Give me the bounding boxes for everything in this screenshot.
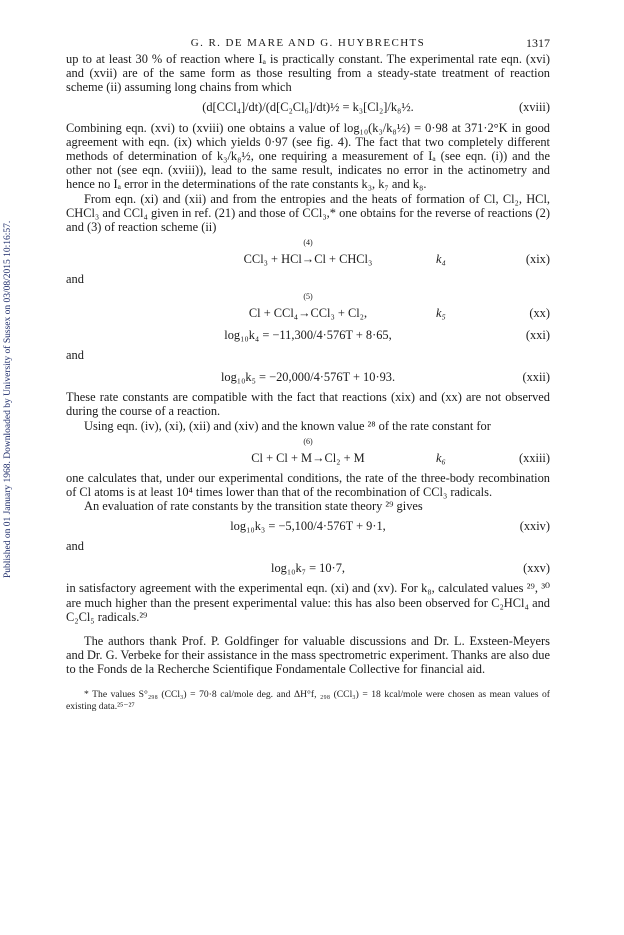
equation-number: (xxi) xyxy=(525,328,550,343)
equation-xxi xyxy=(66,326,550,344)
equation-expression: (d[CCl₄]/dt)/(d[C₂Cl₆]/dt)½ = k₃[Cl₂]/k₈½. xyxy=(202,100,414,115)
equation-expression: Cl + Cl + M→Cl₂ + M xyxy=(251,450,365,465)
equation-expression: log₁₀k₅ = −20,000/4·576T + 10·93. xyxy=(220,370,396,385)
footnote-text: * The values S°₂₉₈ (CCl₃) = 70·8 cal/mole deg. and ΔH°f, ₂₉₈ (CCl₃) = 18 kcal/mole were chosen as mean values of existing data.²⁵⁻²⁷ xyxy=(66,688,550,712)
footnote xyxy=(66,689,550,713)
reaction-index: (6) xyxy=(303,436,313,446)
equation-number: (xx) xyxy=(529,306,550,321)
equation-number: (xxii) xyxy=(522,370,550,385)
paragraph-2: Combining eqn. (xvi) to (xviii) one obtains a value of log₁₀(k₃/k₈½) = 0·98 at 371·2°K in good agreement with eqn. (ix) which yields 0·97 (see fig. 4). The fact that two completely different methods of determination of k₃/k₈½, one requiring a measurement of Iₐ (see eqn. (i)) and the other not (see eqn. (xviii)), lead to the same result, indicates no error in the actinometry and hence no Iₐ error in the determinations of the rate constants k₃, k₇ and k₈. xyxy=(66,120,550,192)
paragraph-8: in satisfactory agreement with the experimental eqn. (xi) and (xv). For k₈, calculated values ²⁹, ³⁰ are much higher than the present experimental value: this has also been observed for C₂HCl₄ and C₂Cl₅ radicals.²⁹ xyxy=(66,581,550,624)
conjunction: and xyxy=(66,272,84,287)
equation-number: (xix) xyxy=(525,252,550,267)
equation-xix xyxy=(66,238,550,268)
paragraph-5: Using eqn. (iv), (xi), (xii) and (xiv) and the known value ²⁸ of the rate constant for xyxy=(84,418,491,433)
equation-number: (xxv) xyxy=(523,561,550,576)
equation-expression: CCl₃ + HCl→Cl + CHCl₃ xyxy=(243,252,373,267)
download-sidebar xyxy=(0,0,22,935)
reaction-index: (5) xyxy=(303,292,313,302)
conjunction: and xyxy=(66,348,84,363)
journal-page xyxy=(66,36,550,713)
paragraph-1: up to at least 30 % of reaction where Iₐ is practically constant. The experimental rate eqn. (xvi) and (xvii) are of the same form as those resulting from a steady-state treatment of reaction scheme (ii) assuming long chains from which xyxy=(66,52,550,95)
reaction-index: (4) xyxy=(303,238,313,248)
equation-number: (xviii) xyxy=(519,100,550,115)
equation-expression: log₁₀k₃ = −5,100/4·576T + 9·1, xyxy=(230,519,386,534)
running-authors: G. R. DE MARE AND G. HUYBRECHTS xyxy=(190,37,426,49)
equation-expression: log₁₀k₇ = 10·7, xyxy=(271,561,345,576)
equation-expression: Cl + CCl₄→CCl₃ + Cl₂, xyxy=(248,306,368,321)
equation-xxiv xyxy=(66,517,550,535)
acknowledgements: The authors thank Prof. P. Goldfinger for valuable discussions and Dr. L. Exsteen-Meyers and Dr. G. Verbeke for their assistance in the mass spectrometric experiment. Thanks are also due to the Fonds de la Recherche Scientifique Fondamentale Collective for financial aid. xyxy=(66,634,550,677)
equation-number: (xxiii) xyxy=(519,450,550,465)
paragraph-4: These rate constants are compatible with the fact that reactions (xix) and (xx) are not observed during the course of a reaction. xyxy=(66,390,550,419)
rate-constant-label: k₅ xyxy=(436,306,446,321)
equation-xxii xyxy=(66,368,550,386)
paragraph-3: From eqn. (xi) and (xii) and from the entropies and the heats of formation of Cl, Cl₂, HCl, CHCl₃ and CCl₄ given in ref. (21) and those of CCl₃,* one obtains for the reverse of reactions (2) and (3) of reaction scheme (ii) xyxy=(66,191,550,235)
equation-number: (xxiv) xyxy=(519,519,550,534)
running-header xyxy=(66,36,550,52)
page-number: 1317 xyxy=(526,36,550,50)
download-notice: Published on 01 January 1968. Downloaded by University of Sussex on 03/08/2015 10:16:57. xyxy=(3,220,13,578)
paragraph-7: An evaluation of rate constants by the transition state theory ²⁹ gives xyxy=(84,499,423,514)
paragraph-6: one calculates that, under our experimental conditions, the rate of the three-body recombination of Cl atoms is at least 10⁴ times lower than that of the recombination of CCl₃ radicals. xyxy=(66,470,550,500)
equation-xviii xyxy=(66,99,550,117)
conjunction: and xyxy=(66,539,84,554)
equation-xx xyxy=(66,292,550,322)
rate-constant-label: k₆ xyxy=(436,450,446,465)
rate-constant-label: k₄ xyxy=(436,252,446,267)
equation-expression: log₁₀k₄ = −11,300/4·576T + 8·65, xyxy=(224,328,392,343)
equation-xxiii xyxy=(66,437,550,467)
equation-xxv xyxy=(66,559,550,577)
